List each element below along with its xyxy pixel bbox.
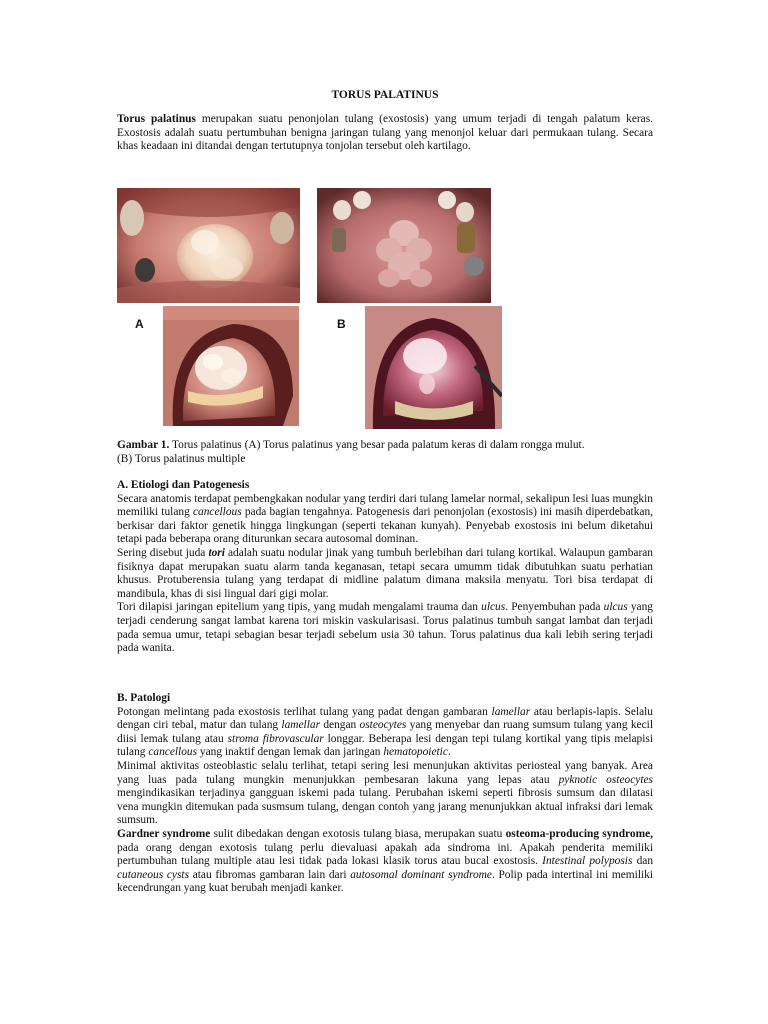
- section-b: [117, 692, 653, 896]
- caption-line-1: Torus palatinus (A) Torus palatinus yang besar pada palatum keras di dalam rongga mulut.: [169, 439, 585, 451]
- section-a-paragraph-3: Tori dilapisi jaringan epitelium yang tipis, yang mudah mengalami trauma dan ulcus. Penyembuhan pada ulcus yang terjadi cenderung sangat lambat karena tori miskin vaskularisasi. Torus palatinus tumbuh sangat lambat dan terjadi pada semua umur, tetapi sebagian besar terjadi sebelum usia 30 tahun. Torus palatinus dua kali lebih sering terjadi pada wanita.: [117, 601, 653, 655]
- section-a-paragraph-1: Secara anatomis terdapat pembengkakan nodular yang terdiri dari tulang lamelar normal, sekalipun lesi luas mungkin memiliki tulang cancellous pada bagian tengahnya. Patogenesis dari penonjolan (exostosis) ini masih diperdebatkan, berkisar dari faktor genetik hingga lingkungan (seperti tekanan kunyah). Penyebab exostosis ini belum diketahui tetapi pada beberapa orang diturunkan secara autosomal dominan.: [117, 492, 653, 546]
- caption-label: Gambar 1.: [117, 439, 170, 451]
- intro-text: merupakan suatu penonjolan tulang (exostosis) yang umum terjadi di tengah palatum keras. Exostosis adalah suatu pertumbuhan benigna jaringan tulang yang menonjol keluar dari permukaan tulang. Secara khas keadaan ini ditandai dengan tertutupnya tonjolan tersebut oleh kartilago.: [117, 113, 653, 153]
- section-a-heading: A. Etiologi dan Patogenesis: [117, 479, 250, 491]
- page-title: TORUS PALATINUS: [331, 89, 439, 101]
- photo-a-top: [117, 188, 300, 303]
- section-b-heading: B. Patologi: [117, 692, 171, 704]
- section-b-paragraph-3: Gardner syndrome sulit dibedakan dengan exotosis tulang biasa, merupakan suatu osteoma-producing syndrome, pada orang dengan exotosis tulang perlu dievaluasi apakah ada sindroma ini. Apakah penderita memiliki pertumbuhan tulang multiple atau lesi tidak pada lokasi klasik torus atau bucal exostosis. Intestinal polyposis dan cutaneous cysts atau fibromas gambaran lain dari autosomal dominant syndrome. Polip pada intertinal ini memiliki kecendrungan yang kuat berubah menjadi kanker.: [117, 827, 654, 895]
- section-a-paragraph-2: Sering disebut juda tori adalah suatu nodular jinak yang tumbuh berlebihan dari tulang kortikal. Walaupun gambaran fisiknya dapat merupakan suatu alarm tanda keganasan, tetapi secara umumm tidak dibutuhkan suatu perhatian khusus. Protuberensia tulang yang terdapat di midline palatum dimana maksila menyatu. Tori bisa terdapat di mandibula, khas di sisi lingual dari gigi molar.: [117, 546, 653, 600]
- section-b-paragraph-2: Minimal aktivitas osteoblastic selalu terlihat, tetapi sering lesi menunjukan aktivitas periosteal yang banyak. Area yang luas pada tulang mungkin menunjukkan pembesaran lakuna yang lepas atau pyknotic osteocytes mengindikasikan terjadinya gangguan iskemi pada tulang. Perubahan iskemi seperti fibrosis sumsum dan dilatasi vena mungkin ditemukan pada susmsum tulang, dengan contoh yang jarang menunjukkan aktual infraksi dari lemak sumsum.: [117, 759, 653, 827]
- figure-caption: [117, 439, 653, 466]
- photo-b-top: [317, 188, 491, 303]
- intro-paragraph: [117, 113, 653, 154]
- section-b-paragraph-1: Potongan melintang pada exostosis terlihat tulang yang padat dengan gambaran lamellar atau berlapis-lapis. Selalu dengan ciri tebal, matur dan tulang lamellar dengan osteocytes yang menyebar dan ruang sumsum tulang yang kecil diisi lemak tulang atau stroma fibrovascular longgar. Beberapa lesi dengan tepi tulang kortikal yang tipis melapisi tulang cancellous yang inaktif dengan lemak dan jaringan hematopoietic.: [117, 705, 653, 759]
- section-a: [117, 479, 653, 656]
- figure-label-b: B: [337, 317, 346, 331]
- intro-term: Torus palatinus: [117, 113, 196, 125]
- photo-a-bottom: [163, 306, 299, 426]
- photo-b-bottom: [365, 306, 502, 429]
- figure-label-a: A: [135, 317, 144, 331]
- caption-line-2: (B) Torus palatinus multiple: [117, 452, 246, 465]
